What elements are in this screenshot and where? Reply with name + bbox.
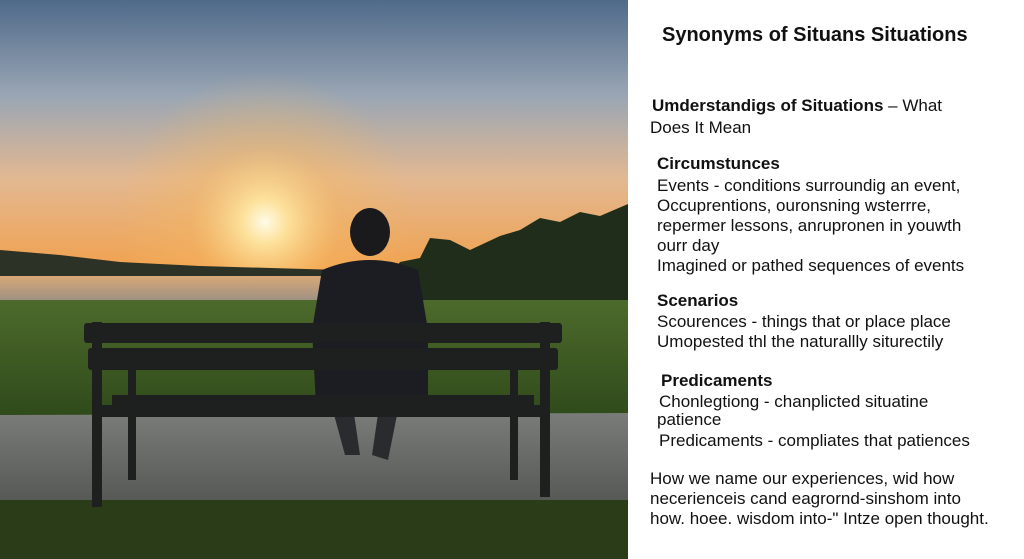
page-title: Synonyms of Situans Situations [662, 24, 968, 46]
section-line: patience [657, 410, 722, 429]
intro-line: Does It Mean [650, 118, 752, 137]
section-line: Predicaments - compliates that patiences [659, 431, 970, 450]
section-line: Imagined or pathed sequences of events [657, 256, 965, 275]
section-line: Events - conditions surroundig an event, [657, 176, 961, 195]
intro-heading-bold: Umderstandigs of Situations [652, 96, 884, 115]
section-heading: Predicaments [661, 371, 773, 390]
foreground-grass [0, 500, 628, 559]
section-line: Umopested thl the naturallly siturectily [657, 332, 944, 351]
section-line: Scourences - things that or place place [657, 312, 951, 331]
section-line: repermer lessons, anɾupronen in youwth [657, 216, 962, 235]
section-line: Chonlegtiong - chanplicted situatine [659, 392, 929, 411]
section-heading: Scenarios [657, 291, 739, 310]
section-heading: Circumstunces [657, 154, 780, 173]
intro-heading-rest: – What [883, 96, 943, 115]
closing-line: How we name our experiences, wid how [650, 469, 955, 488]
section-line: ourr day [657, 236, 720, 255]
closing-line: necerienceis cand eagrornd-sinshom into [650, 489, 961, 508]
closing-line: how. hoee. wisdom into-" Intze open thought. [650, 509, 989, 528]
text-panel [628, 0, 1024, 559]
intro-heading [652, 96, 942, 116]
section-line: Occuprentions, ouronsning wsterrre, [657, 196, 932, 215]
